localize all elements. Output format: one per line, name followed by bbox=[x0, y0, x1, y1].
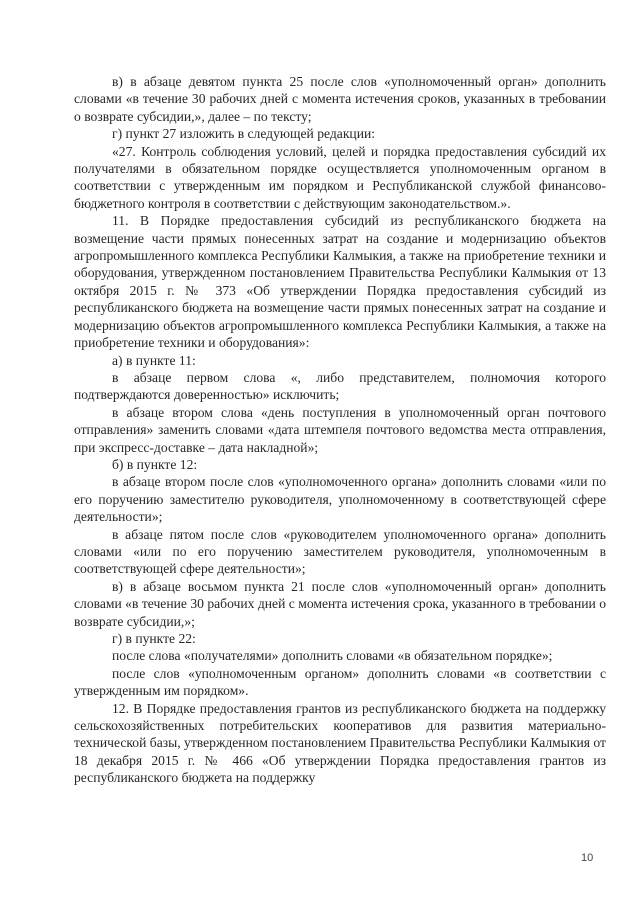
paragraph: после слов «уполномоченным органом» дополнить словами «в соответствии с утвержденным им порядком». bbox=[74, 665, 606, 699]
paragraph: г) в пункте 22: bbox=[112, 631, 196, 646]
paragraph: а) в пункте 11: bbox=[112, 352, 196, 368]
paragraph: после слова «получателями» дополнить словами «в обязательном порядке»; bbox=[112, 648, 553, 664]
paragraph: в абзаце втором после слов «уполномоченного органа» дополнить словами «или по его поручению заместителю руководителя, уполномоченному в соответствующей сфере деятельности»; bbox=[74, 474, 606, 525]
paragraph: 11. В Порядке предоставления субсидий из республиканского бюджета на возмещение части прямых понесенных затрат на создание и модернизацию объектов агропромышленного комплекса Республики Калмыкия, а также на приобретение техники и оборудования, утвержденном постановлением Правительства Республики Калмыкия от 13 октября 2015 г. № 373 «Об утверждении Порядка предоставления субсидий из республиканского бюджета на возмещение части прямых понесенных затрат на создание и модернизацию объектов агропромышленного комплекса Республики Калмыкия, а также на приобретение техники и оборудования»: bbox=[74, 213, 606, 351]
paragraph: «27. Контроль соблюдения условий, целей и порядка предоставления субсидий их получателями в обязательном порядке осуществляется уполномоченным органом в соответствии с утвержденным им порядком и Республиканской службой финансово-бюджетного контроля в соответствии с действующим законодательством.». bbox=[74, 143, 606, 211]
paragraph: в абзаце первом слова «, либо представителем, полномочия которого подтверждаются доверенностью» исключить; bbox=[74, 369, 606, 403]
paragraph: б) в пункте 12: bbox=[112, 456, 198, 472]
document-body bbox=[74, 73, 606, 787]
paragraph: в абзаце пятом после слов «руководителем уполномоченного органа» дополнить словами «или по его поручению заместителем руководителя, уполномоченным в соответствующей сфере деятельности»; bbox=[74, 526, 606, 577]
paragraph: в) в абзаце восьмом пункта 21 после слов «уполномоченный орган» дополнить словами «в течение 30 рабочих дней с момента истечения срока, указанного в требовании о возврате субсидии,»; bbox=[74, 578, 606, 629]
paragraph: в) в абзаце девятом пункта 25 после слов «уполномоченный орган» дополнить словами «в течение 30 рабочих дней с момента истечения сроков, указанных в требовании о возврате субсидии,», далее – по тексту; bbox=[74, 74, 606, 124]
paragraph: г) пункт 27 изложить в следующей редакции: bbox=[112, 126, 376, 142]
paragraph: 12. В Порядке предоставления грантов из республиканского бюджета на поддержку сельскохозяйственных потребительских кооперативов для развития материально-технической базы, утвержденном постановлением Правительства Республики Калмыкия от 18 декабря 2015 г. № 466 «Об утверждении Порядка предоставления грантов из республиканского бюджета на поддержку bbox=[74, 700, 606, 786]
paragraph: в абзаце втором слова «день поступления в уполномоченный орган почтового отправления» заменить словами «дата штемпеля почтового ведомства места отправления, при экспресс-доставке – дата накладной»; bbox=[74, 404, 606, 455]
page-number: 10 bbox=[581, 852, 594, 864]
